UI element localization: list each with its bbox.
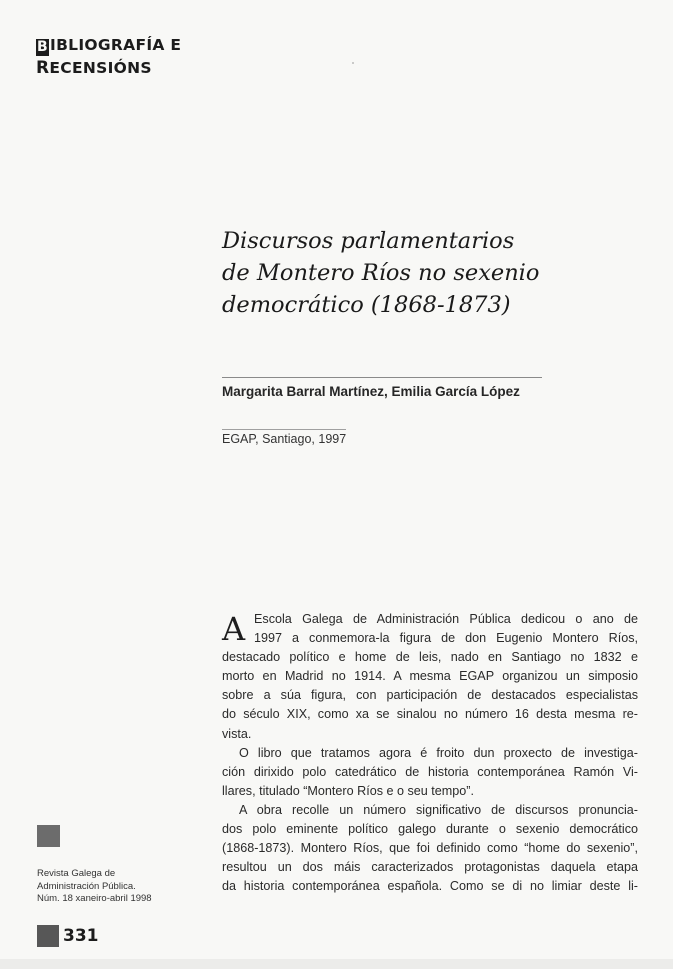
body-line: sobre a súa figura, con participación de destacados especialistas	[222, 688, 638, 703]
review-body	[222, 610, 638, 896]
body-line: (1868-1873). Montero Ríos, que foi definido como “home do sexenio”,	[222, 841, 638, 856]
journal-name-line: Administración Pública.	[37, 880, 136, 892]
body-line: O libro que tratamos agora é froito dun proxecto de investiga-	[239, 745, 638, 760]
book-title-line: democrático (1868-1873)	[222, 292, 511, 318]
section-subtitle-rest: ECENSIÓNS	[49, 59, 152, 77]
drop-cap: A	[222, 610, 246, 648]
section-header-line-2	[36, 57, 181, 80]
body-line: morto en Madrid no 1914. A mesma EGAP organizou un simposio	[222, 669, 638, 684]
margin-square-marker	[37, 825, 60, 847]
body-line: ción dirixido polo catedrático de historia contemporánea Ramón Vi-	[222, 764, 638, 779]
authors-divider	[222, 377, 542, 378]
book-title-line: de Montero Ríos no sexenio	[222, 260, 540, 286]
journal-issue: Núm. 18 xaneiro-abril 1998	[37, 893, 152, 904]
scan-bottom-edge	[0, 959, 673, 969]
body-line: resultou un dos máis caracterizados protagonistas daquela etapa	[222, 860, 638, 875]
publisher-info: EGAP, Santiago, 1997	[222, 432, 347, 446]
book-title-line: Discursos parlamentarios	[222, 228, 515, 254]
page-number: 331	[63, 926, 99, 946]
section-initial-marker: B	[37, 39, 48, 55]
journal-info	[37, 868, 152, 906]
scan-speck	[352, 62, 354, 64]
body-line: destacado político e home de leis, nado en Santiago no 1832 e	[222, 650, 638, 665]
body-line: dos polo eminente político galego durante o sexenio democrático	[222, 822, 638, 837]
body-line: do século XIX, como xa se sinalou no número 16 desta mesma re-	[222, 707, 638, 722]
section-header-line-1	[36, 34, 181, 57]
body-line: Escola Galega de Administración Pública dedicou o ano de	[254, 612, 638, 626]
section-title-rest: IBLIOGRAFÍA E	[50, 36, 182, 54]
body-line: vista.	[222, 726, 252, 741]
body-line: A obra recolle un número significativo de discursos pronuncia-	[239, 802, 638, 817]
authors: Margarita Barral Martínez, Emilia García López	[222, 384, 520, 399]
book-title	[222, 225, 539, 321]
section-initial-2: R	[36, 58, 50, 78]
body-line: da historia contemporánea española. Como se di no limiar deste li-	[222, 879, 638, 894]
publisher-divider	[222, 429, 346, 430]
folio-square-marker	[37, 925, 59, 947]
body-line: llares, titulado “Montero Ríos e o seu tempo”.	[222, 783, 474, 798]
body-line: 1997 a conmemora-la figura de don Eugenio Montero Ríos,	[254, 631, 638, 646]
journal-name-line: Revista Galega de	[37, 868, 116, 879]
section-header	[36, 34, 181, 80]
